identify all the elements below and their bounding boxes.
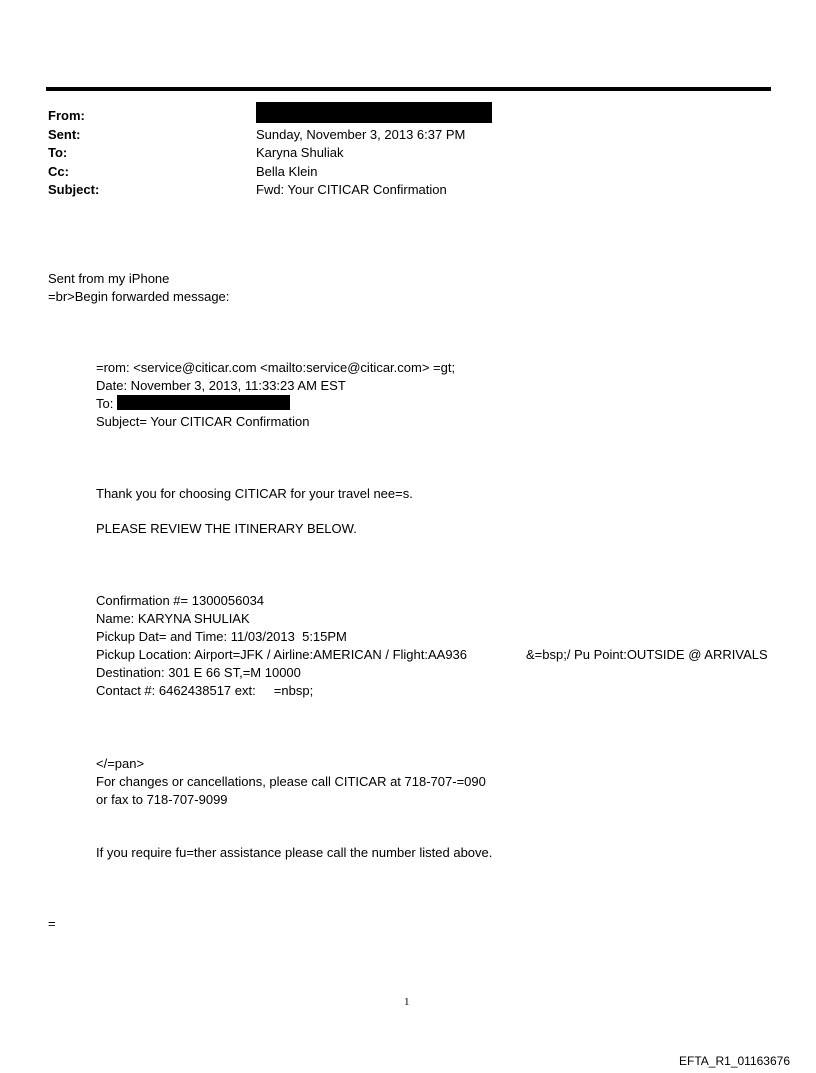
trailing-equals: = [48,916,56,931]
changes-line-1: For changes or cancellations, please call CITICAR at 718-707-=090 [96,774,486,789]
itinerary [96,592,467,700]
email-header [48,107,492,200]
span-close-line: </=pan> [96,756,145,771]
pu-point: &=bsp;/ Pu Point:OUTSIDE @ ARRIVALS [526,647,768,662]
intro-line-1: Sent from my iPhone [48,271,170,286]
redaction-box [117,395,290,410]
changes-line-2: or fax to 718-707-9099 [96,792,228,807]
changes-block [96,755,486,809]
to-row [48,144,492,163]
cc-value: Bella Klein [256,163,318,179]
cc-row [48,163,492,182]
forwarded-header [96,359,455,431]
from-row [48,107,492,126]
sent-label: Sent: [48,126,81,142]
forwarded-date: Date: November 3, 2013, 11:33:23 AM EST [96,378,346,393]
redaction-box [256,102,492,123]
subject-label: Subject: [48,182,100,197]
header-rule [46,87,771,91]
sent-row [48,126,492,145]
pickup-location-line: Pickup Location: Airport=JFK / Airline:AMERICAN / Flight:AA936 [96,647,468,662]
destination-line: Destination: 301 E 66 ST,=M 10000 [96,665,301,680]
forwarded-to: To: [96,395,455,413]
confirmation-line: Confirmation #= 1300056034 [96,593,265,608]
to-value: Karyna Shuliak [256,145,344,160]
from-label: From: [48,108,85,123]
page-number: 1 [404,996,410,1008]
subject-row [48,181,492,200]
forwarded-from: =rom: <service@citicar.com <mailto:service@citicar.com> =gt; [96,360,456,375]
review-line: PLEASE REVIEW THE ITINERARY BELOW. [96,521,357,536]
to-label: To: [48,145,68,160]
bates-number: EFTA_R1_01163676 [679,1054,790,1068]
thanks-line: Thank you for choosing CITICAR for your travel nee=s. [96,486,413,501]
subject-value: Fwd: Your CITICAR Confirmation [256,182,447,197]
cc-label: Cc: [48,163,69,179]
sent-value: Sunday, November 3, 2013 6:37 PM [256,126,466,142]
contact-line: Contact #: 6462438517 ext: =nbsp; [96,683,314,698]
pickup-date-line: Pickup Dat= and Time: 11/03/2013 5:15PM [96,629,347,644]
forwarded-subject: Subject= Your CITICAR Confirmation [96,414,310,429]
name-line: Name: KARYNA SHULIAK [96,611,250,626]
intro-line-2: =br>Begin forwarded message: [48,289,230,304]
assistance-line: If you require fu=ther assistance please call the number listed above. [96,845,493,860]
